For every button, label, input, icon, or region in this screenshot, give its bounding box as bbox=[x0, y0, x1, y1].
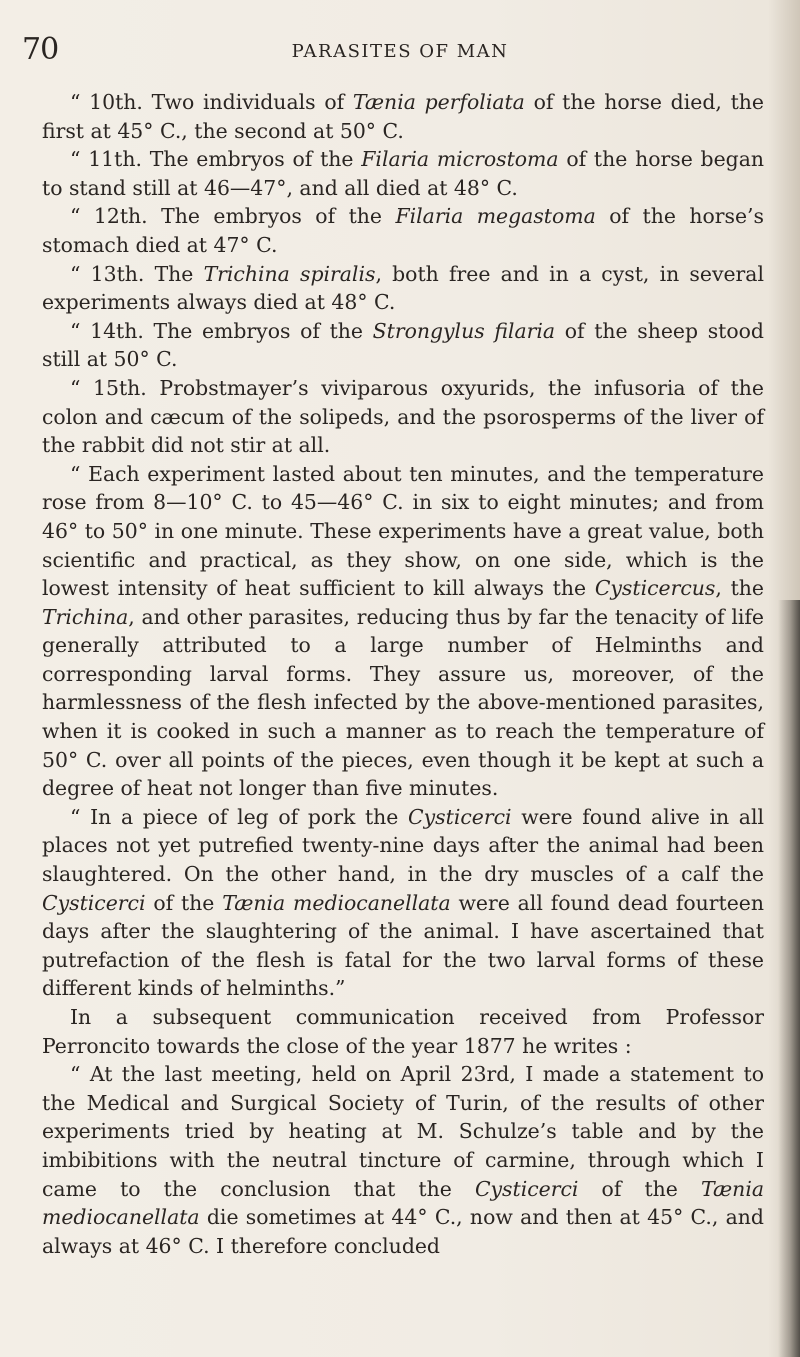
running-head: PARASITES OF MAN bbox=[291, 41, 509, 62]
paragraph: “ 14th. The embryos of the Strongylus filaria of the sheep stood still at 50° C. bbox=[42, 318, 764, 372]
paragraph: “ 11th. The embryos of the Filaria microstoma of the horse began to stand still at 46—47°, and all died at 48° C. bbox=[42, 147, 765, 200]
paragraph: “ 10th. Two individuals of Tænia perfoliata of the horse died, the first at 45° C., the second at 50° C. bbox=[42, 90, 764, 143]
paragraph: “ 15th. Probstmayer’s viviparous oxyurids, the infusoria of the colon and cæcum of the solipeds, and the psorosperms of the liver of the rabbit did not stir at all. bbox=[42, 375, 764, 458]
paragraph: “ 13th. The Trichina spiralis, both free and in a cyst, in several experiments always died at 48° C. bbox=[42, 261, 764, 315]
paragraph: In a subsequent communication received from Professor Perroncito towards the close of the year 1877 he writes : bbox=[42, 1005, 764, 1058]
paragraph: “ Each experiment lasted about ten minutes, and the temperature rose from 8—10° C. to 45—46° C. in six to eight minutes; and from 46° to 50° in one minute. These experiments have a great value, both scientific and practical, as they show, on one side, which is the lowest intensity of heat sufficient to kill always the Cysticercus, the Trichina, and other parasites, reducing thus by far the tenacity of life generally attributed to a large number of Helminths and corresponding larval forms. They assure us, moreover, of the harmlessness of the flesh infected by the above-mentioned parasites, when it is cooked in such a manner as to reach the temperature of 50° C. over all points of the pieces, even though it be kept at such a degree of heat not longer than five minutes. bbox=[42, 461, 764, 801]
paragraph: “ 12th. The embryos of the Filaria megastoma of the horse’s stomach died at 47° C. bbox=[42, 204, 764, 257]
paragraph: “ At the last meeting, held on April 23rd, I made a statement to the Medical and Surgical Society of Turin, of the results of other experiments tried by heating at M. Schulze’s table and by the imbibitions with the neutral tincture of carmine, through which I came to the conclusion that the Cysticerci of the Tænia mediocanellata die sometimes at 44° C., now and then at 45° C., and always at 46° C. I therefore concluded bbox=[42, 1062, 764, 1258]
page-edge-shadow bbox=[778, 600, 800, 1357]
paragraph: “ In a piece of leg of pork the Cysticerci were found alive in all places not yet putrefied twenty-nine days after the animal had been slaughtered. On the other hand, in the dry muscles of a calf the Cysticerci of the Tænia mediocanellata were all found dead fourteen days after the slaughtering of the animal. I have ascertained that putrefaction of the flesh is fatal for the two larval forms of these different kinds of helminths.” bbox=[42, 804, 764, 1001]
page-number: 70 bbox=[22, 32, 59, 67]
body-text bbox=[42, 88, 764, 1260]
page-header bbox=[0, 32, 800, 72]
